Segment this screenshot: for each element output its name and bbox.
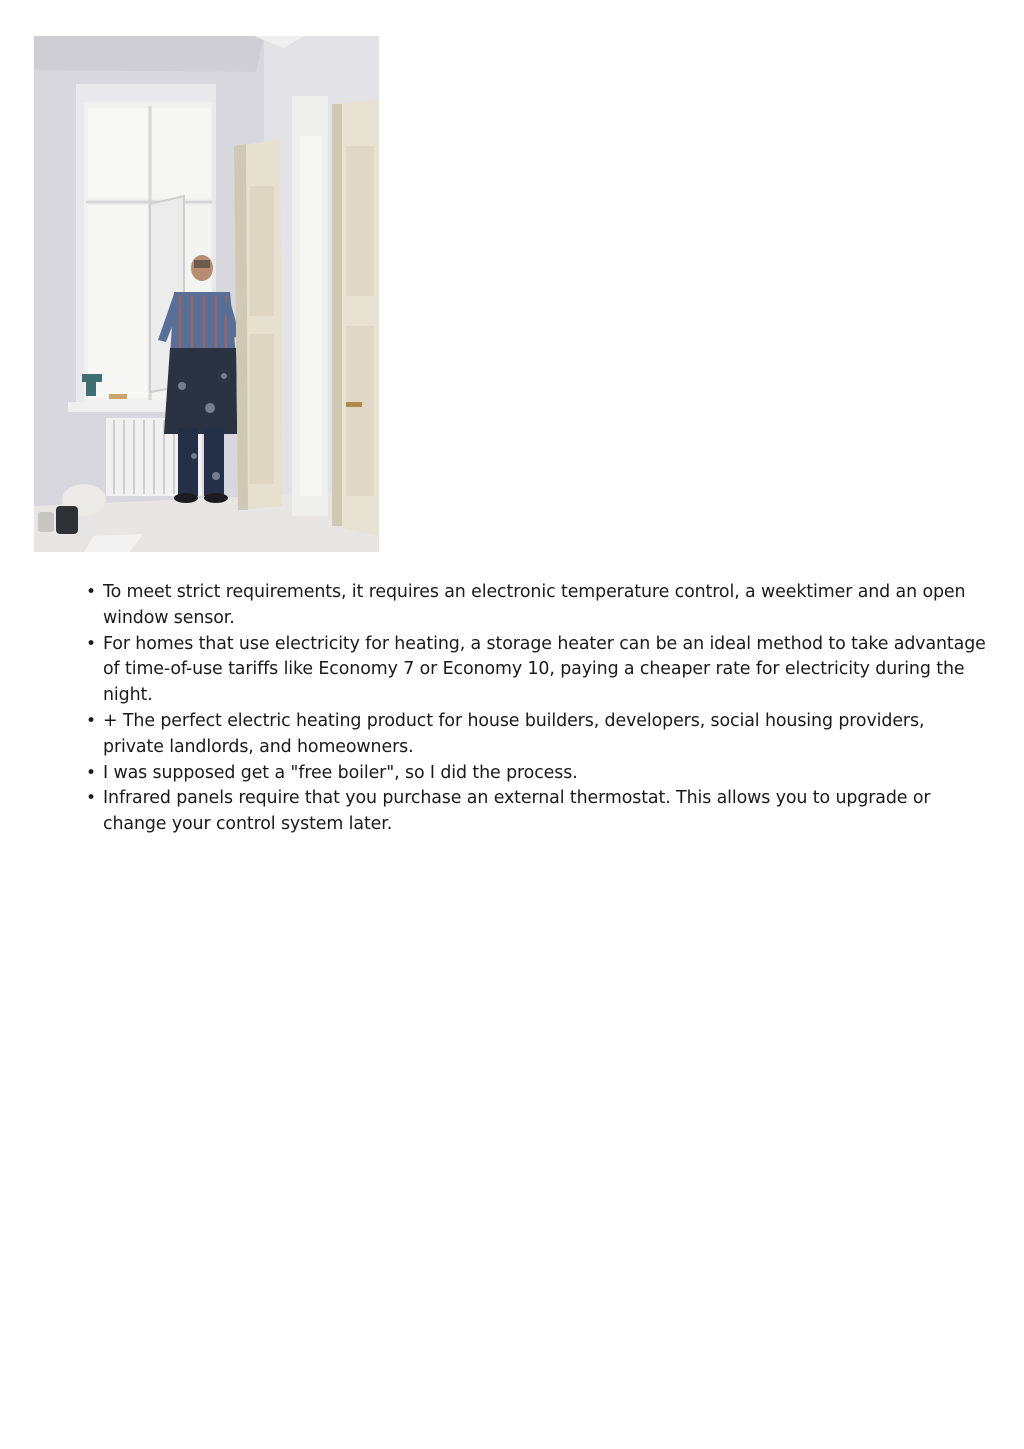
list-item-text: I was supposed get a "free boiler", so I did the process. <box>103 762 578 783</box>
bullet-marker: • <box>86 582 96 602</box>
list-item-text: + The perfect electric heating product for house builders, developers, social housing providers, private landlords, and homeowners. <box>103 710 925 757</box>
list-item <box>86 580 986 632</box>
list-item <box>86 761 986 787</box>
list-item <box>86 632 986 709</box>
list-item-text: For homes that use electricity for heating, a storage heater can be an ideal method to take advantage of time-of-use tariffs like Economy 7 or Economy 10, paying a cheaper rate for electricity during the night. <box>103 633 986 706</box>
renovation-photo-illustration <box>34 36 379 552</box>
list-item-text: Infrared panels require that you purchase an external thermostat. This allows you to upgrade or change your control system later. <box>103 788 931 835</box>
list-item-text: To meet strict requirements, it requires an electronic temperature control, a weektimer and an open window sensor. <box>103 582 966 628</box>
bullet-marker: • <box>86 633 96 654</box>
bullet-list <box>86 580 986 838</box>
renovation-photo <box>34 36 379 552</box>
bullet-marker: • <box>86 762 96 783</box>
bullet-marker: • <box>86 788 96 809</box>
list-item <box>86 786 986 838</box>
bullet-marker: • <box>86 710 96 731</box>
list-item <box>86 709 986 761</box>
